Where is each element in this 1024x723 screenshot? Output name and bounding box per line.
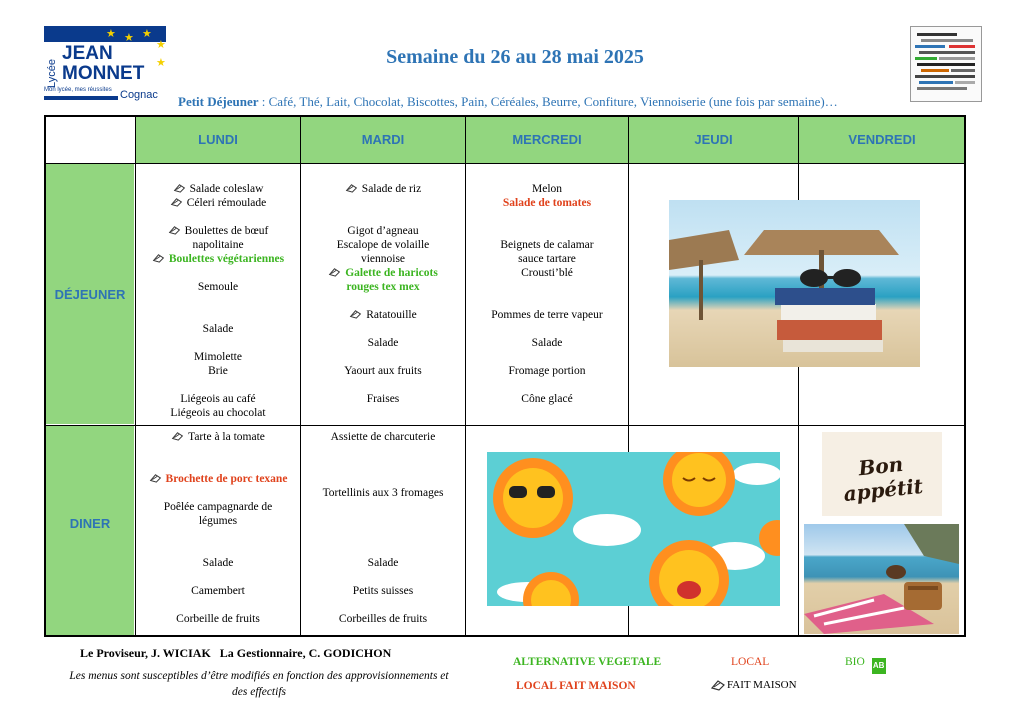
logo-jean: JEAN [62, 43, 113, 64]
menu-item-label: napolitaine [192, 239, 244, 251]
logo-cognac: Cognac [120, 89, 158, 101]
menu-item [301, 392, 465, 406]
menu-item [466, 182, 628, 196]
menu-item-label: Escalope de volaille [336, 239, 430, 251]
legend-local-fait-maison: LOCAL FAIT MAISON [516, 680, 636, 692]
menu-item [136, 182, 300, 196]
picnic-illustration [804, 524, 959, 634]
menu-item [301, 336, 465, 350]
legend-bio-label: BIO [845, 656, 865, 668]
menu-item-label: Salade [367, 337, 399, 349]
star-icon: ★ [156, 57, 166, 69]
chef-hat-icon [345, 183, 358, 193]
chef-hat-icon [152, 253, 165, 263]
disclaimer [44, 668, 474, 700]
chef-hat-icon [710, 679, 723, 689]
menu-item [301, 224, 465, 238]
menu-item-label: Beignets de calamar [500, 239, 594, 251]
day-header-lundi: LUNDI [198, 132, 238, 147]
breakfast-text: : Café, Thé, Lait, Chocolat, Biscottes, Pain, Céréales, Beurre, Confiture, Viennoiserie (une fois par semaine)… [258, 94, 838, 109]
menu-item [301, 182, 465, 196]
chef-hat-icon [328, 267, 341, 277]
menu-item [301, 430, 465, 444]
logo-motto: Mon lycée, mes réussites [44, 87, 112, 93]
menu-item [466, 252, 628, 266]
menu-item [136, 322, 300, 336]
menu-item [466, 364, 628, 378]
menu-item-label: Assiette de charcuterie [330, 431, 436, 443]
legend-bio [845, 656, 886, 674]
menu-item-label: Ratatouille [366, 309, 417, 321]
menu-item [301, 252, 465, 266]
menu-item-label: Salade de riz [361, 183, 422, 195]
menu-item [136, 280, 300, 294]
menu-item-label: Liégeois au chocolat [170, 407, 266, 419]
menu-item-label: Salade [531, 337, 563, 349]
menu-item [136, 556, 300, 570]
cell-diner-lundi [136, 426, 300, 636]
menu-item [136, 350, 300, 364]
day-header-jeudi: JEUDI [694, 132, 733, 147]
disclaimer-line-2: des effectifs [232, 686, 286, 698]
logo-bar [44, 96, 118, 100]
beach-picnic-picture [804, 524, 959, 634]
chef-hat-icon [168, 225, 181, 235]
menu-item [136, 364, 300, 378]
smiling-suns-picture [487, 452, 780, 606]
menu-item [136, 238, 300, 252]
menu-item-label: Fraises [366, 393, 400, 405]
disclaimer-line-1: Les menus sont susceptibles d’être modifiés en fonction des approvisionnements et [69, 670, 449, 682]
menu-item [466, 238, 628, 252]
row-label-dejeuner: DÉJEUNER [54, 287, 126, 302]
menu-item-label: Pommes de terre vapeur [491, 309, 603, 321]
legend-fait-maison-label: FAIT MAISON [727, 679, 797, 691]
menu-item-label: Corbeilles de fruits [338, 613, 428, 625]
page-title: Semaine du 26 au 28 mai 2025 [386, 46, 644, 68]
menu-item-label: Salade de tomates [502, 197, 592, 209]
menu-item [466, 336, 628, 350]
menu-item-label: Poêlée campagnarde de [163, 501, 273, 513]
chef-hat-icon [170, 197, 183, 207]
menu-item-label: Salade coleslaw [189, 183, 264, 195]
menu-item [136, 612, 300, 626]
menu-item-label: Melon [531, 183, 563, 195]
grid-line [798, 115, 799, 637]
menu-item-label: Fromage portion [508, 365, 586, 377]
menu-item-label: sauce tartare [518, 253, 576, 265]
menu-item-label: viennoise [360, 253, 406, 265]
menu-item [136, 252, 300, 266]
menu-item-label: légumes [198, 515, 238, 527]
legend-fait-maison [710, 679, 797, 691]
menu-item [466, 266, 628, 280]
menu-item-label: rouges tex mex [346, 281, 420, 293]
star-icon: ★ [106, 28, 116, 40]
menu-item [136, 584, 300, 598]
cell-dejeuner-mercredi [466, 164, 628, 424]
menu-item-label: Semoule [197, 281, 239, 293]
menu-item-label: Tortellinis aux 3 fromages [322, 487, 444, 499]
menu-item [301, 486, 465, 500]
menu-item-label: Tarte à la tomate [188, 431, 265, 443]
menu-item-label: Céleri rémoulade [186, 197, 267, 209]
menu-item [301, 584, 465, 598]
signatures: Le Proviseur, J. WICIAK La Gestionnaire, C. GODICHON [80, 646, 392, 660]
menu-item [301, 266, 465, 280]
menu-item [301, 238, 465, 252]
menu-item-label: Salade [367, 557, 399, 569]
menu-item-label: Boulettes de bœuf [184, 225, 269, 237]
beach-umbrella-illustration [669, 200, 920, 367]
menu-item-label: Camembert [191, 585, 245, 597]
menu-item-label: Liégeois au café [180, 393, 256, 405]
cell-dejeuner-mardi [301, 164, 465, 424]
menu-item-label: Salade [202, 557, 234, 569]
bon-appetit-text: Bon appétit [842, 451, 925, 507]
menu-item [136, 392, 300, 406]
chef-hat-icon [349, 309, 362, 319]
menu-item-label: Galette de haricots [345, 267, 438, 279]
legend-vegetale: ALTERNATIVE VEGETALE [513, 656, 662, 668]
menu-item [301, 308, 465, 322]
menu-item [136, 406, 300, 420]
star-icon: ★ [156, 39, 166, 51]
menu-item-label: Boulettes végétariennes [168, 253, 285, 265]
menu-item [136, 500, 300, 514]
logo-lycee: Lycée [46, 59, 58, 88]
menu-item-label: Cône glacé [521, 393, 573, 405]
day-header-mercredi: MERCREDI [512, 132, 582, 147]
menu-item-label: Brochette de porc texane [165, 473, 288, 485]
legend-local: LOCAL [731, 656, 770, 668]
chef-hat-icon [171, 431, 184, 441]
menu-item [466, 196, 628, 210]
chef-hat-icon [173, 183, 186, 193]
menu-item [136, 224, 300, 238]
bio-badge-icon: AB [872, 658, 886, 674]
star-icon: ★ [124, 32, 134, 44]
star-icon: ★ [142, 28, 152, 40]
row-label-diner: DINER [69, 516, 111, 531]
breakfast-label: Petit Déjeuner [178, 94, 259, 109]
menu-item [301, 280, 465, 294]
chef-hat-icon [149, 473, 162, 483]
word-cloud-image [910, 26, 982, 102]
menu-item-label: Corbeille de fruits [176, 613, 260, 625]
day-header-mardi: MARDI [361, 132, 405, 147]
menu-item-label: Petits suisses [352, 585, 414, 597]
menu-item [136, 430, 300, 444]
day-header-vendredi: VENDREDI [848, 132, 916, 147]
cell-dejeuner-lundi [136, 164, 300, 424]
logo-monnet: MONNET [62, 63, 145, 84]
menu-item [301, 364, 465, 378]
menu-item [301, 612, 465, 626]
menu-item [466, 308, 628, 322]
menu-item [301, 556, 465, 570]
breakfast-line [178, 94, 838, 110]
cell-diner-mardi [301, 426, 465, 636]
menu-item [136, 196, 300, 210]
menu-item [466, 392, 628, 406]
menu-item-label: Mimolette [194, 351, 242, 363]
bon-appetit-picture [822, 432, 942, 516]
menu-item [136, 472, 300, 486]
beach-books-picture [669, 200, 920, 367]
menu-item-label: Yaourt aux fruits [344, 365, 422, 377]
sun-illustration [487, 452, 780, 606]
menu-item-label: Brie [208, 365, 228, 377]
menu-item-label: Salade [202, 323, 234, 335]
menu-item-label: Crousti’blé [521, 267, 573, 279]
menu-item [136, 514, 300, 528]
menu-item-label: Gigot d’agneau [347, 225, 419, 237]
